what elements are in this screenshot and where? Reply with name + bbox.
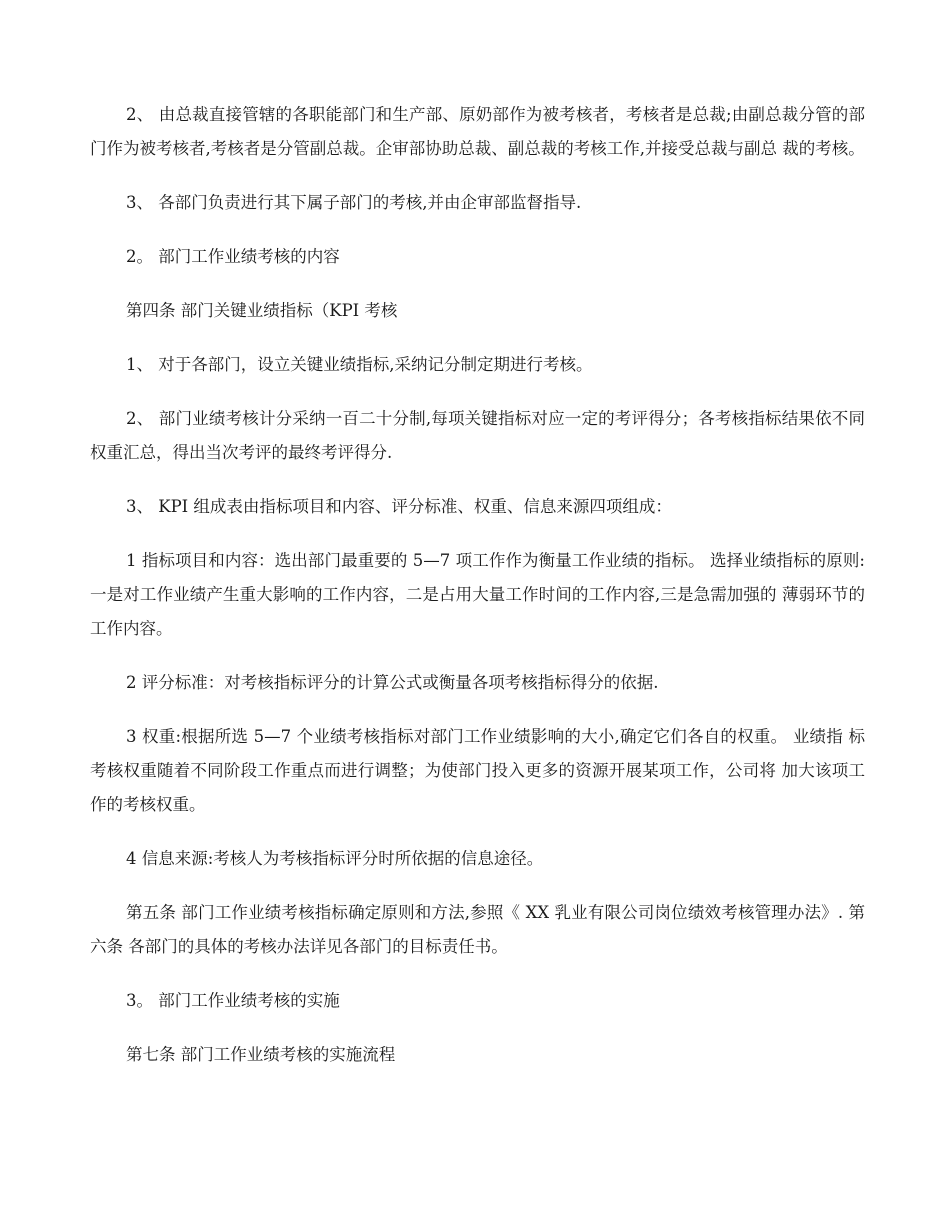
article-heading: 第七条 部门工作业绩考核的实施流程 xyxy=(126,1045,396,1064)
document-body xyxy=(90,98,865,1092)
paragraph: 2、 由总裁直接管辖的各职能部门和生产部、原奶部作为被考核者，考核者是总裁;由副总裁分管的部 门作为被考核者,考核者是分管副总裁。企审部协助总裁、副总裁的考核工作,并接受总裁与副总 裁的考核。 xyxy=(90,105,865,158)
article-heading: 第四条 部门关键业绩指标（KPI 考核 xyxy=(126,301,398,320)
article-paragraph: 第五条 部门工作业绩考核指标确定原则和方法,参照《 XX 乳业有限公司岗位绩效考核管理办法》. 第六条 各部门的具体的考核办法详见各部门的目标责任书。 xyxy=(90,903,865,956)
paragraph: 3 权重:根据所选 5—7 个业绩考核指标对部门工作业绩影响的大小,确定它们各自的权重。 业绩指 标考核权重随着不同阶段工作重点而进行调整；为使部门投入更多的资源开展某项工作，公司将 加大该项工作的考核权重。 xyxy=(90,727,865,814)
paragraph: 2 评分标准：对考核指标评分的计算公式或衡量各项考核指标得分的依据. xyxy=(126,673,659,692)
paragraph: 4 信息来源:考核人为考核指标评分时所依据的信息途径。 xyxy=(126,849,544,868)
paragraph: 3、 KPI 组成表由指标项目和内容、评分标准、权重、信息来源四项组成： xyxy=(126,497,672,516)
paragraph: 1 指标项目和内容：选出部门最重要的 5—7 项工作作为衡量工作业绩的指标。 选择业绩指标的原则:一是对工作业绩产生重大影响的工作内容，二是占用大量工作时间的工作内容,三是急需加强的 薄弱环节的工作内容。 xyxy=(90,551,865,638)
paragraph: 3、 各部门负责进行其下属子部门的考核,并由企审部监督指导. xyxy=(126,193,582,212)
paragraph: 1、 对于各部门，设立关键业绩指标,采纳记分制定期进行考核。 xyxy=(126,355,593,374)
section-heading: 2。 部门工作业绩考核的内容 xyxy=(126,247,340,266)
paragraph: 2、 部门业绩考核计分采纳一百二十分制,每项关键指标对应一定的考评得分；各考核指标结果依不同 权重汇总，得出当次考评的最终考评得分. xyxy=(90,409,865,462)
section-heading: 3。 部门工作业绩考核的实施 xyxy=(126,991,340,1010)
